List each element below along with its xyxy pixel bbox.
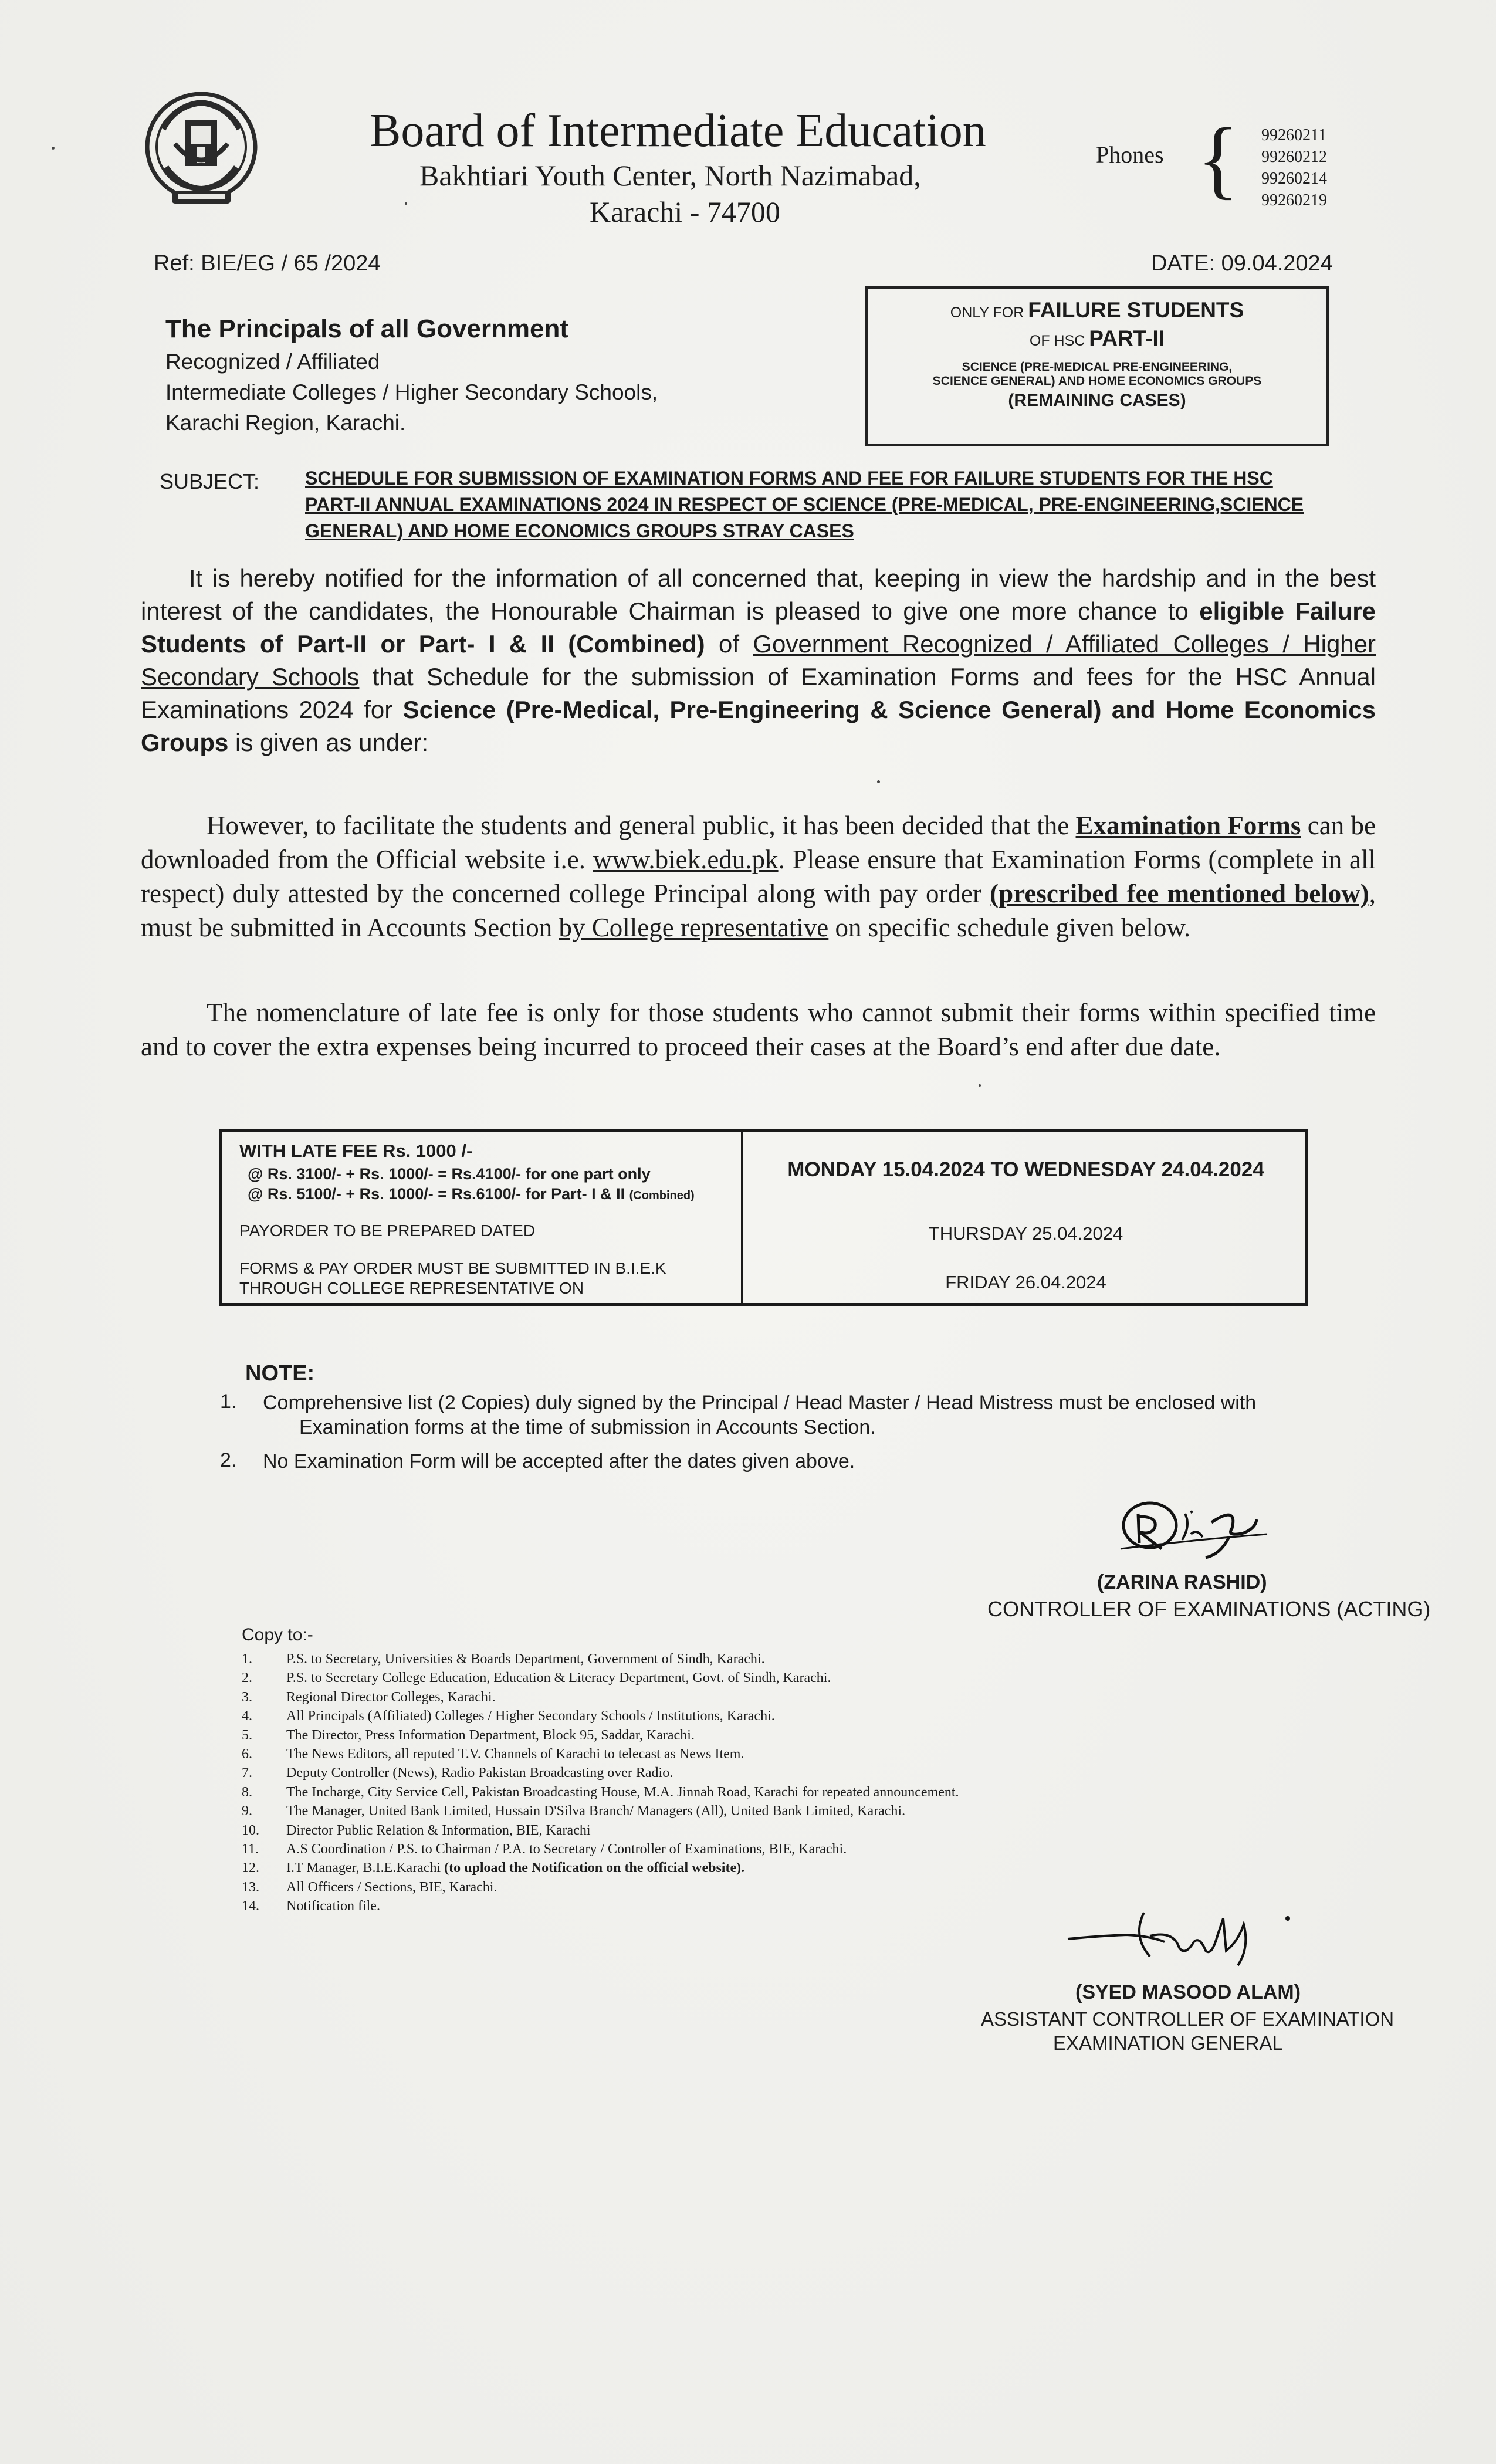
- para-text: of: [718, 630, 740, 658]
- copy-to-item: 8. The Incharge, City Service Cell, Pakistan Broadcasting House, M.A. Jinnah Road, Karachi for repeated announcement.: [242, 1784, 959, 1800]
- para-underline: Government Recognized / Affiliated Colleges / Higher Secondary Schools: [141, 630, 1376, 691]
- schedule-table: [219, 1129, 1308, 1306]
- note-heading: NOTE:: [245, 1361, 315, 1386]
- board-address-line1: Bakhtiari Youth Center, North Nazimabad,: [419, 159, 921, 192]
- copy-to-item: 11. A.S Coordination / P.S. to Chairman / P.A. to Secretary / Controller of Examinations, BIE, Karachi.: [242, 1842, 847, 1857]
- para-text: can be downloaded from the Official website i.e.: [141, 811, 1376, 874]
- phone-number: 99260219: [1261, 191, 1327, 209]
- submission-period: MONDAY 15.04.2024 TO WEDNESDAY 24.04.2024: [787, 1158, 1264, 1181]
- para-text: , must be submitted in Accounts Section: [141, 879, 1376, 942]
- copy-to-item: 13. All Officers / Sections, BIE, Karachi.: [242, 1879, 497, 1895]
- scan-speck: [52, 147, 55, 150]
- signatory-title: ASSISTANT CONTROLLER OF EXAMINATION: [981, 2008, 1395, 2030]
- phone-numbers: [1261, 124, 1327, 211]
- addressee-line: The Principals of all Government: [165, 314, 569, 343]
- para-bold-underline: Examination Forms: [1075, 811, 1301, 840]
- notice-emphasis: PART-II: [1089, 326, 1165, 350]
- para-text: is given as under:: [235, 729, 429, 756]
- copy-to-item: 6. The News Editors, all reputed T.V. Channels of Karachi to telecast as News Item.: [242, 1747, 744, 1762]
- para-text: The nomenclature of late fee is only for those students who cannot submit their forms within specified time and to cover the extra expenses being incurred to proceed their cases at the Board’s end after due date.: [141, 998, 1376, 1061]
- addressee-line: Karachi Region, Karachi.: [165, 411, 406, 435]
- reference-number: Ref: BIE/EG / 65 /2024: [154, 251, 381, 276]
- notice-box: [865, 286, 1329, 446]
- website-link[interactable]: www.biek.edu.pk: [593, 845, 779, 874]
- copy-to-item: 5. The Director, Press Information Department, Block 95, Saddar, Karachi.: [242, 1727, 695, 1743]
- copy-to-item: 4. All Principals (Affiliated) Colleges / Higher Secondary Schools / Institutions, Karachi.: [242, 1708, 775, 1724]
- payorder-date: THURSDAY 25.04.2024: [928, 1223, 1123, 1244]
- note-item: No Examination Form will be accepted after the dates given above.: [263, 1450, 855, 1473]
- copy-to-item: 7. Deputy Controller (News), Radio Pakistan Broadcasting over Radio.: [242, 1765, 673, 1781]
- subject-text: SCHEDULE FOR SUBMISSION OF EXAMINATION FORMS AND FEE FOR FAILURE STUDENTS FOR THE HSC PART-II ANNUAL EXAMINATIONS 2024 IN RESPECT OF SCIENCE (PRE-MEDICAL, PRE-ENGINEERING,SCIENCE GENERAL) AND HOME ECONOMICS GROUPS STRAY CASES: [305, 468, 1304, 541]
- para-bold: eligible Failure Students of Part-II or Part- I & II (Combined): [141, 597, 1376, 658]
- signature-assistant-controller: [1062, 1901, 1308, 1983]
- notice-prefix: ONLY FOR: [950, 304, 1024, 321]
- para-text: that Schedule for the submission of Examination Forms and fees for the HSC Annual Examinations 2024 for: [141, 663, 1376, 723]
- para-text: However, to facilitate the students and general public, it has been decided that the: [207, 811, 1069, 840]
- para-text: on specific schedule given below.: [835, 913, 1191, 942]
- notice-emphasis: FAILURE STUDENTS: [1028, 298, 1244, 322]
- notice-remaining: (REMAINING CASES): [1008, 391, 1186, 410]
- note-item: Comprehensive list (2 Copies) duly signed by the Principal / Head Master / Head Mistress must be enclosed with Examination forms at the time of submission in Accounts Section.: [263, 1392, 1257, 1439]
- para-underline: by College representative: [559, 913, 829, 942]
- addressee-line: Intermediate Colleges / Higher Secondary Schools,: [165, 380, 658, 404]
- addressee-block: [165, 314, 658, 438]
- note-number: 2.: [220, 1449, 237, 1471]
- forms-submission-label: FORMS & PAY ORDER MUST BE SUBMITTED IN B.I.E.K THROUGH COLLEGE REPRESENTATIVE ON: [239, 1259, 666, 1297]
- late-fee-heading: WITH LATE FEE Rs. 1000 /-: [239, 1140, 473, 1161]
- board-address-line2: Karachi - 74700: [590, 195, 780, 228]
- para-bold-underline: (prescribed fee mentioned below): [990, 879, 1369, 908]
- paragraph-late-fee: [141, 996, 1376, 1064]
- paragraph-notification: [141, 562, 1376, 759]
- para-text: It is hereby notified for the information of all concerned that, keeping in view the hardship and in the best interest of the candidates, the Honourable Chairman is pleased to give one more chance to: [141, 564, 1376, 625]
- copy-to-item: 9. The Manager, United Bank Limited, Hussain D'Silva Branch/ Managers (All), United Bank Limited, Karachi.: [242, 1803, 906, 1819]
- subject-label: SUBJECT:: [160, 469, 260, 493]
- notice-prefix: OF HSC: [1029, 333, 1085, 349]
- para-bold: Science (Pre-Medical, Pre-Engineering & Science General) and Home Economics Groups: [141, 696, 1376, 756]
- scan-speck: [877, 780, 880, 783]
- copy-to-item: 2. P.S. to Secretary College Education, Education & Literacy Department, Govt. of Sindh, Karachi.: [242, 1670, 831, 1686]
- late-fee-option: @ Rs. 3100/- + Rs. 1000/- = Rs.4100/- for one part only: [248, 1165, 651, 1183]
- notice-groups-line: SCIENCE GENERAL) AND HOME ECONOMICS GROUPS: [932, 374, 1262, 388]
- signatory-title: CONTROLLER OF EXAMINATIONS (ACTING): [987, 1597, 1431, 1621]
- forms-submission-date: FRIDAY 26.04.2024: [945, 1272, 1106, 1292]
- signatory-name: (ZARINA RASHID): [1097, 1571, 1267, 1593]
- copy-to-heading: Copy to:-: [242, 1625, 313, 1644]
- scan-speck: [979, 1084, 981, 1087]
- phone-number: 99260212: [1261, 148, 1327, 166]
- brace-icon: {: [1197, 110, 1239, 208]
- phone-number: 99260211: [1261, 126, 1326, 144]
- payorder-label: PAYORDER TO BE PREPARED DATED: [239, 1221, 536, 1240]
- copy-to-item: 14. Notification file.: [242, 1898, 380, 1914]
- notice-groups-line: SCIENCE (PRE-MEDICAL PRE-ENGINEERING,: [962, 360, 1233, 374]
- copy-to-list: [242, 1650, 959, 1916]
- scan-speck: [405, 202, 407, 205]
- board-name: Board of Intermediate Education: [370, 105, 986, 157]
- letter-date: DATE: 09.04.2024: [1151, 251, 1333, 276]
- copy-to-item: 10. Director Public Relation & Information, BIE, Karachi: [242, 1822, 591, 1838]
- para-text: . Please ensure that Examination Forms (complete in all respect) duly attested by the concerned college Principal along with pay order: [141, 845, 1376, 908]
- signatory-department: EXAMINATION GENERAL: [1053, 2032, 1283, 2054]
- signature-controller: [1103, 1493, 1291, 1581]
- board-logo-emblem: [140, 88, 263, 211]
- paragraph-download: [141, 808, 1376, 945]
- copy-to-item: 1. P.S. to Secretary, Universities & Boards Department, Government of Sindh, Karachi.: [242, 1651, 765, 1667]
- signatory-name: (SYED MASOOD ALAM): [1075, 1981, 1301, 2003]
- phone-number: 99260214: [1261, 170, 1327, 188]
- late-fee-option: @ Rs. 5100/- + Rs. 1000/- = Rs.6100/- for Part- I & II (Combined): [248, 1185, 695, 1203]
- phones-label: Phones: [1096, 141, 1164, 168]
- copy-to-item: 12. I.T Manager, B.I.E.Karachi (to upload the Notification on the official website).: [242, 1860, 745, 1876]
- note-number: 1.: [220, 1390, 237, 1413]
- copy-to-item: 3. Regional Director Colleges, Karachi.: [242, 1689, 496, 1705]
- addressee-line: Recognized / Affiliated: [165, 350, 380, 374]
